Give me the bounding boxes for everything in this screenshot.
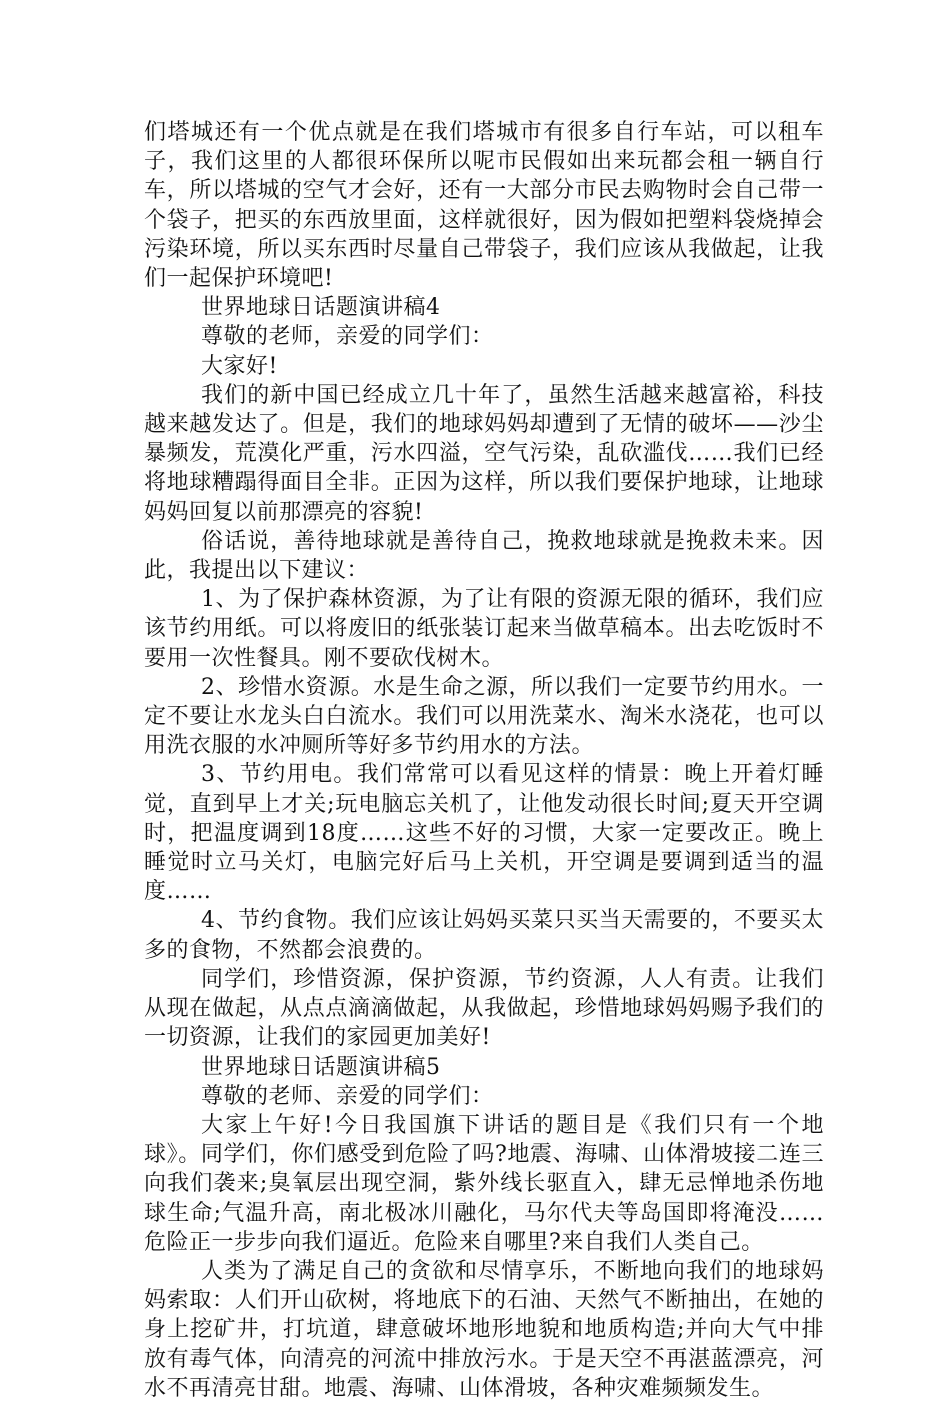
list-item: 2、珍惜水资源。水是生命之源，所以我们一定要节约用水。一定不要让水龙头白白流水。我们可以用洗菜水、淘米水浇花，也可以用洗衣服的水冲厕所等好多节约用水的方法。 [144,674,824,759]
paragraph: 同学们，珍惜资源，保护资源，节约资源，人人有责。让我们从现在做起，从点点滴滴做起，从我做起，珍惜地球妈妈赐予我们的一切资源，让我们的家园更加美好! [144,966,824,1051]
list-item: 4、节约食物。我们应该让妈妈买菜只买当天需要的，不要买太多的食物，不然都会浪费的。 [144,908,824,963]
list-item: 3、节约用电。我们常常可以看见这样的情景：晚上开着灯睡觉，直到早上才关;玩电脑忘关机了，让他发动很长时间;夏天开空调时，把温度调到18度……这些不好的习惯，大家一定要改正。晚上睡觉时立马关灯，电脑完好后马上关机，开空调是要调到适当的温度…… [144,762,824,905]
document-body [144,118,824,1403]
list-item: 1、为了保护森林资源，为了让有限的资源无限的循环，我们应该节约用纸。可以将废旧的纸张装订起来当做草稿本。出去吃饭时不要用一次性餐具。刚不要砍伐树木。 [144,587,824,671]
paragraph: 们塔城还有一个优点就是在我们塔城市有很多自行车站，可以租车子，我们这里的人都很环保所以呢市民假如出来玩都会租一辆自行车，所以塔城的空气才会好，还有一大部分市民去购物时会自己带一个袋子，把买的东西放里面，这样就很好，因为假如把塑料袋烧掉会污染环境，所以买东西时尽量自己带袋子，我们应该从我做起，让我们一起保护环境吧! [144,120,824,292]
salutation: 尊敬的老师、亲爱的同学们： [201,1083,494,1109]
paragraph: 我们的新中国已经成立几十年了，虽然生活越来越富裕，科技越来越发达了。但是，我们的地球妈妈却遭到了无情的破坏——沙尘暴频发，荒漠化严重，污水四溢，空气污染，乱砍滥伐……我们已经将地球糟蹋得面目全非。正因为这样，所以我们要保护地球，让地球妈妈回复以前那漂亮的容貌! [144,382,824,525]
salutation: 尊敬的老师，亲爱的同学们： [201,324,494,350]
paragraph: 人类为了满足自己的贪欲和尽情享乐，不断地向我们的地球妈妈索取：人们开山砍树，将地底下的石油、天然气不断抽出，在她的身上挖矿井，打坑道，肆意破坏地形地貌和地质构造;并向大气中排放有毒气体，向清亮的河流中排放污水。于是天空不再湛蓝漂亮，河水不再清亮甘甜。地震、海啸、山体滑坡，各种灾难频频发生。 [144,1258,824,1401]
paragraph: 大家上午好!今日我国旗下讲话的题目是《我们只有一个地球》。同学们，你们感受到危险了吗?地震、海啸、山体滑坡接二连三向我们袭来;臭氧层出现空洞，紫外线长驱直入，肆无忌惮地杀伤地球生命;气温升高，南北极冰川融化，马尔代夫等岛国即将淹没……危险正一步步向我们逼近。危险来自哪里?来自我们人类自己。 [144,1112,824,1255]
paragraph: 俗话说，善待地球就是善待自己，挽救地球就是挽救未来。因此，我提出以下建议： [144,528,824,584]
section-heading: 世界地球日话题演讲稿4 [201,295,441,321]
greeting: 大家好! [201,353,278,379]
section-heading: 世界地球日话题演讲稿5 [201,1054,441,1080]
